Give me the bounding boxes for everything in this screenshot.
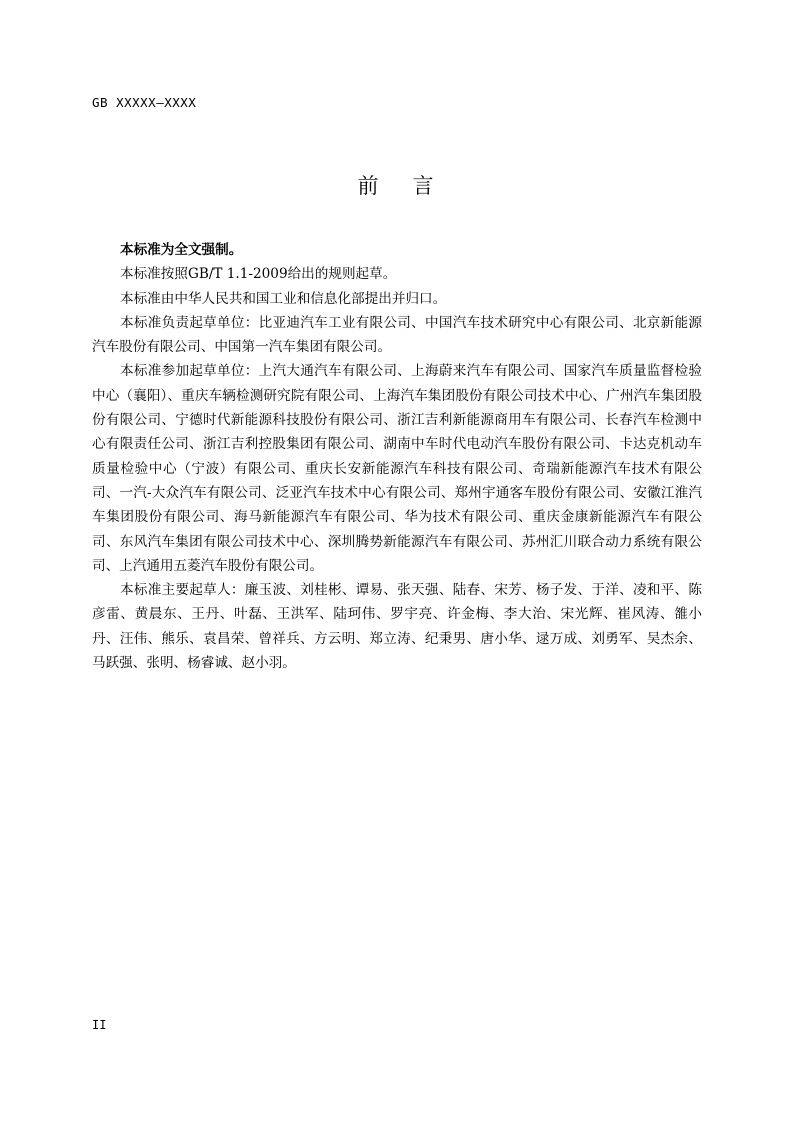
page-title	[0, 170, 793, 200]
paragraph-lead-drafting-units: 本标准负责起草单位：比亚迪汽车工业有限公司、中国汽车技术研究中心有限公司、北京新能源汽车股份有限公司、中国第一汽车集团有限公司。	[92, 314, 702, 356]
paragraph-participating-units: 本标准参加起草单位：上汽大通汽车有限公司、上海蔚来汽车有限公司、国家汽车质量监督检验中心（襄阳）、重庆车辆检测研究院有限公司、上海汽车集团股份有限公司技术中心、广州汽车集团股份有限公司、宁德时代新能源科技股份有限公司、浙江吉利新能源商用车有限公司、长春汽车检测中心有限责任公司、浙江吉利控股集团有限公司、湖南中车时代电动汽车股份有限公司、卡达克机动车质量检验中心（宁波）有限公司、重庆长安新能源汽车科技有限公司、奇瑞新能源汽车技术有限公司、一汽-大众汽车有限公司、泛亚汽车技术中心有限公司、郑州宇通客车股份有限公司、安徽江淮汽车集团股份有限公司、海马新能源汽车有限公司、华为技术有限公司、重庆金康新能源汽车有限公司、东风汽车集团有限公司技术中心、深圳腾势新能源汽车有限公司、苏州汇川联合动力系统有限公司、上汽通用五菱汽车股份有限公司。	[92, 363, 702, 574]
page-title-part2: 言	[412, 174, 436, 198]
page-number: II	[92, 1018, 107, 1032]
paragraph-main-drafters: 本标准主要起草人：廉玉波、刘桂彬、谭易、张天强、陆春、宋芳、杨子发、于洋、凌和平、陈彦雷、黄晨东、王丹、叶磊、王洪军、陆珂伟、罗宇亮、许金梅、李大治、宋光辉、崔风涛、雒小丹、汪伟、熊乐、袁昌荣、曾祥兵、方云明、郑立涛、纪秉男、唐小华、逯万成、刘勇军、吴杰余、马跃强、张明、杨睿诚、赵小羽。	[92, 582, 702, 672]
paragraph-proposing-authority: 本标准由中华人民共和国工业和信息化部提出并归口。	[120, 290, 447, 307]
foreword-body	[92, 238, 702, 675]
page-header-standard-number: GB XXXXX—XXXX	[92, 95, 197, 110]
paragraph-mandatory-statement: 本标准为全文强制。	[120, 242, 243, 258]
paragraph-drafting-rules: 本标准按照GB/T 1.1-2009给出的规则起草。	[120, 266, 397, 283]
page-title-part1: 前	[357, 174, 381, 198]
